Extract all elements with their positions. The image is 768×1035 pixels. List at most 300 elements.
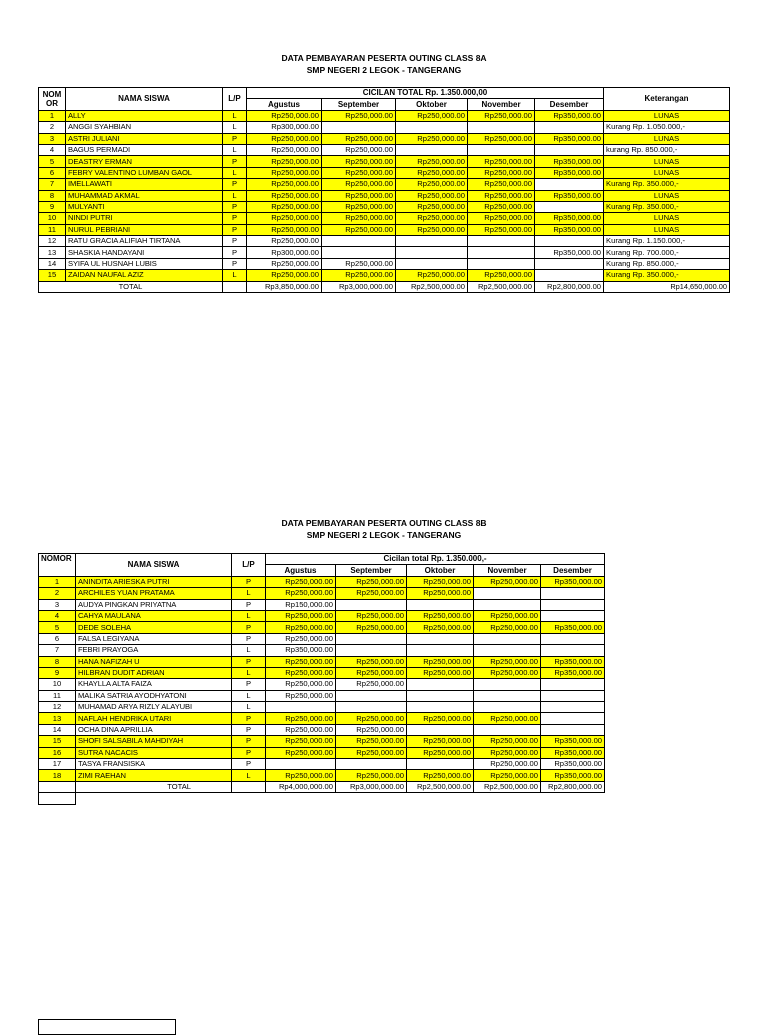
status-note: kurang Rp. 850.000,- [604,144,730,155]
payment-amount [535,270,604,281]
payment-amount: Rp250,000.00 [407,713,474,724]
payment-amount: Rp350,000.00 [541,736,605,747]
title-8b-line2: SMP NEGERI 2 LEGOK - TANGERANG [306,530,462,540]
payment-amount [474,724,541,735]
student-gender: P [232,633,266,644]
row-number: 4 [39,610,76,621]
payment-amount [407,599,474,610]
payment-amount: Rp250,000.00 [396,133,468,144]
student-gender: P [223,247,247,258]
header-month: Agustus [266,565,336,576]
payment-amount [322,247,396,258]
row-number: 4 [39,144,66,155]
payment-amount: Rp250,000.00 [322,144,396,155]
payment-amount [474,679,541,690]
payment-amount: Rp250,000.00 [396,224,468,235]
payment-amount [541,645,605,656]
payment-amount: Rp250,000.00 [266,679,336,690]
row-number: 8 [39,656,76,667]
student-name: FEBRI PRAYOGA [76,645,232,656]
row-number: 15 [39,270,66,281]
student-name: ZAIDAN NAUFAL AZIZ [66,270,223,281]
status-note: Kurang Rp. 1.050.000,- [604,122,730,133]
table-row [39,588,605,599]
table-row [39,258,730,269]
payment-amount: Rp250,000.00 [247,156,322,167]
payment-amount: Rp250,000.00 [336,770,407,781]
payment-amount: Rp350,000.00 [541,770,605,781]
payment-amount [396,144,468,155]
payment-amount: Rp350,000.00 [535,133,604,144]
row-number: 15 [39,736,76,747]
payment-amount: Rp250,000.00 [247,236,322,247]
payment-amount: Rp250,000.00 [468,110,535,121]
payment-amount: Rp250,000.00 [336,622,407,633]
payment-amount: Rp250,000.00 [322,167,396,178]
payment-amount: Rp250,000.00 [336,667,407,678]
payment-amount: Rp250,000.00 [407,656,474,667]
payment-amount [541,588,605,599]
table-row [39,190,730,201]
status-note: Kurang Rp. 850.000,- [604,258,730,269]
payment-amount: Rp250,000.00 [322,258,396,269]
payment-amount [266,759,336,770]
payment-amount [336,645,407,656]
student-name: MUHAMMAD AKMAL [66,190,223,201]
payment-amount: Rp250,000.00 [266,656,336,667]
payment-amount: Rp350,000.00 [541,622,605,633]
student-gender: P [232,713,266,724]
row-number: 6 [39,633,76,644]
payment-amount: Rp350,000.00 [535,156,604,167]
row-number: 1 [39,110,66,121]
status-note: LUNAS [604,213,730,224]
student-name: AUDYA PINGKAN PRIYATNA [76,599,232,610]
payment-amount [474,702,541,713]
student-name: ANINDITA ARIESKA PUTRI [76,576,232,587]
payment-amount: Rp250,000.00 [468,224,535,235]
student-gender: P [232,759,266,770]
payment-amount [336,690,407,701]
payment-amount [541,702,605,713]
student-name: SYIFA UL HUSNAH LUBIS [66,258,223,269]
payment-amount: Rp300,000.00 [247,247,322,258]
payment-amount: Rp350,000.00 [535,247,604,258]
grand-total: Rp14,650,000.00 [604,281,730,292]
payment-amount [396,247,468,258]
payment-amount: Rp250,000.00 [322,224,396,235]
student-name: ALLY [66,110,223,121]
row-number: 10 [39,679,76,690]
student-name: FALSA LEGIYANA [76,633,232,644]
student-name: ZIMI RAEHAN [76,770,232,781]
table-row [39,724,605,735]
total-value: Rp2,500,000.00 [396,281,468,292]
table-row [39,247,730,258]
payment-amount: Rp250,000.00 [266,736,336,747]
table-row [39,656,605,667]
payment-amount: Rp250,000.00 [336,713,407,724]
payment-amount [535,179,604,190]
student-name: FEBRY VALENTINO LUMBAN GAOL [66,167,223,178]
payment-amount: Rp250,000.00 [396,201,468,212]
header-month: Oktober [396,99,468,110]
payment-amount: Rp250,000.00 [336,679,407,690]
student-gender: P [232,736,266,747]
payment-amount: Rp250,000.00 [266,610,336,621]
student-name: RATU GRACIA ALIFIAH TIRTANA [66,236,223,247]
table-row [39,645,605,656]
payment-amount: Rp250,000.00 [266,588,336,599]
payment-amount [468,122,535,133]
payment-amount [407,759,474,770]
header-lp: L/P [232,554,266,577]
total-value: Rp2,500,000.00 [474,781,541,792]
student-name: OCHA DINA APRILLIA [76,724,232,735]
payment-amount: Rp150,000.00 [266,599,336,610]
title-8b-line1: DATA PEMBAYARAN PESERTA OUTING CLASS 8B [281,518,487,528]
table-row [39,167,730,178]
payment-amount: Rp350,000.00 [541,656,605,667]
row-number: 12 [39,702,76,713]
table-row [39,702,605,713]
payment-amount: Rp250,000.00 [468,156,535,167]
total-value: Rp2,800,000.00 [535,281,604,292]
table-row [39,144,730,155]
payment-amount: Rp250,000.00 [336,747,407,758]
row-number: 17 [39,759,76,770]
payment-amount: Rp250,000.00 [336,656,407,667]
row-number: 3 [39,133,66,144]
payment-amount: Rp250,000.00 [266,633,336,644]
student-name: MUHAMAD ARYA RIZLY ALAYUBI [76,702,232,713]
payment-amount: Rp300,000.00 [247,122,322,133]
payment-amount [396,122,468,133]
student-gender: P [223,224,247,235]
payment-amount: Rp250,000.00 [474,667,541,678]
row-number: 7 [39,179,66,190]
row-number: 14 [39,724,76,735]
payment-amount [468,258,535,269]
payment-amount: Rp250,000.00 [336,588,407,599]
status-note: LUNAS [604,110,730,121]
total-value: Rp3,000,000.00 [322,281,396,292]
row-number: 16 [39,747,76,758]
table-row [39,201,730,212]
payment-amount: Rp250,000.00 [468,190,535,201]
payment-amount [541,599,605,610]
payment-amount [535,122,604,133]
empty-row [39,793,605,804]
student-name: DEASTRY ERMAN [66,156,223,167]
total-value: Rp3,000,000.00 [336,781,407,792]
header-month: September [322,99,396,110]
student-name: SHASKIA HANDAYANI [66,247,223,258]
payment-amount: Rp250,000.00 [407,736,474,747]
payment-amount: Rp250,000.00 [468,213,535,224]
payment-amount: Rp250,000.00 [322,270,396,281]
payment-amount: Rp350,000.00 [535,190,604,201]
header-month: November [468,99,535,110]
payment-amount: Rp250,000.00 [336,724,407,735]
student-name: ASTRI JULIANI [66,133,223,144]
student-gender: P [223,213,247,224]
student-gender: L [232,645,266,656]
header-keterangan: Keterangan [604,88,730,111]
payment-amount [535,258,604,269]
payment-amount: Rp350,000.00 [541,667,605,678]
student-name: NURUL PEBRIANI [66,224,223,235]
total-value: Rp2,500,000.00 [407,781,474,792]
table-row [39,770,605,781]
total-value: Rp4,000,000.00 [266,781,336,792]
payment-amount [322,236,396,247]
payment-amount: Rp250,000.00 [474,713,541,724]
student-name: BAGUS PERMADI [66,144,223,155]
payment-amount: Rp250,000.00 [468,201,535,212]
payment-amount: Rp250,000.00 [474,759,541,770]
student-gender: P [223,258,247,269]
payment-amount: Rp250,000.00 [474,770,541,781]
student-name: TASYA FRANSISKA [76,759,232,770]
payment-amount: Rp250,000.00 [396,190,468,201]
payment-amount: Rp250,000.00 [266,690,336,701]
header-cicilan: Cicilan total Rp. 1.350.000,- [266,554,605,565]
payment-amount: Rp250,000.00 [336,576,407,587]
table-row [39,213,730,224]
row-number: 11 [39,224,66,235]
row-number: 12 [39,236,66,247]
payment-amount: Rp250,000.00 [322,133,396,144]
status-note: LUNAS [604,190,730,201]
payment-amount [336,633,407,644]
payment-amount: Rp350,000.00 [541,759,605,770]
status-note: Kurang Rp. 350.000,- [604,270,730,281]
payment-amount [535,201,604,212]
row-number: 14 [39,258,66,269]
status-note: LUNAS [604,167,730,178]
payment-amount: Rp250,000.00 [266,667,336,678]
table-row [39,133,730,144]
table-row [39,236,730,247]
payment-amount: Rp250,000.00 [407,622,474,633]
total-row [39,281,730,292]
row-number: 18 [39,770,76,781]
status-note: Kurang Rp. 1.150.000,- [604,236,730,247]
total-value: Rp2,800,000.00 [541,781,605,792]
student-gender: L [232,690,266,701]
payment-amount: Rp250,000.00 [396,213,468,224]
row-number: 9 [39,667,76,678]
total-value: Rp3,850,000.00 [247,281,322,292]
header-cicilan: CICILAN TOTAL Rp. 1.350.000,00 [247,88,604,99]
payment-amount [322,122,396,133]
header-month: Desember [535,99,604,110]
payment-amount: Rp250,000.00 [322,156,396,167]
row-number: 13 [39,713,76,724]
status-note: LUNAS [604,156,730,167]
student-name: HANA NAFIZAH U [76,656,232,667]
payment-amount: Rp250,000.00 [247,224,322,235]
payment-amount: Rp250,000.00 [247,144,322,155]
student-name: ANGGI SYAHBIAN [66,122,223,133]
header-lp: L/P [223,88,247,111]
row-number: 2 [39,588,76,599]
table-row [39,713,605,724]
payment-table-8a [38,87,730,293]
table-row [39,667,605,678]
page-bottom-box [38,1019,176,1035]
student-gender: P [223,236,247,247]
table-row [39,690,605,701]
student-gender: P [223,179,247,190]
title-8a-line1: DATA PEMBAYARAN PESERTA OUTING CLASS 8A [281,53,487,63]
table-row [39,610,605,621]
student-gender: L [232,588,266,599]
payment-amount: Rp250,000.00 [474,747,541,758]
payment-amount [407,724,474,735]
student-gender: P [223,156,247,167]
payment-amount: Rp250,000.00 [247,190,322,201]
payment-amount: Rp250,000.00 [247,258,322,269]
payment-amount: Rp250,000.00 [474,576,541,587]
table-row [39,759,605,770]
student-gender: L [223,144,247,155]
payment-amount [541,610,605,621]
total-value: Rp2,500,000.00 [468,281,535,292]
row-number: 9 [39,201,66,212]
payment-amount: Rp250,000.00 [266,713,336,724]
header-month: September [336,565,407,576]
payment-amount: Rp250,000.00 [474,736,541,747]
payment-amount: Rp250,000.00 [247,110,322,121]
payment-amount: Rp250,000.00 [247,201,322,212]
student-name: MULYANTI [66,201,223,212]
student-gender: P [232,599,266,610]
payment-amount [407,645,474,656]
student-gender: P [232,622,266,633]
row-number: 8 [39,190,66,201]
student-name: MALIKA SATRIA AYODHYATONI [76,690,232,701]
payment-amount: Rp250,000.00 [396,179,468,190]
header-month: Oktober [407,565,474,576]
row-number: 10 [39,213,66,224]
student-name: SUTRA NACACIS [76,747,232,758]
payment-amount: Rp250,000.00 [247,167,322,178]
payment-amount: Rp250,000.00 [407,667,474,678]
payment-amount [336,759,407,770]
student-gender: P [232,724,266,735]
student-gender: P [232,656,266,667]
payment-amount [474,633,541,644]
payment-amount: Rp250,000.00 [322,190,396,201]
payment-amount: Rp350,000.00 [535,224,604,235]
student-gender: L [223,110,247,121]
student-name: NINDI PUTRI [66,213,223,224]
payment-amount [474,690,541,701]
table-row [39,110,730,121]
table-row [39,679,605,690]
payment-amount [266,702,336,713]
payment-amount: Rp350,000.00 [266,645,336,656]
row-number: 11 [39,690,76,701]
student-gender: P [232,576,266,587]
total-label: TOTAL [76,781,232,792]
payment-amount [468,236,535,247]
student-gender: L [232,610,266,621]
student-gender: L [232,702,266,713]
header-month: November [474,565,541,576]
payment-amount: Rp250,000.00 [336,610,407,621]
payment-amount [541,713,605,724]
student-gender: L [223,270,247,281]
student-gender: P [223,133,247,144]
student-gender: L [232,667,266,678]
payment-amount: Rp250,000.00 [266,724,336,735]
payment-amount: Rp250,000.00 [322,179,396,190]
status-note: Kurang Rp. 700.000,- [604,247,730,258]
row-number: 7 [39,645,76,656]
student-gender: L [232,770,266,781]
total-label: TOTAL [39,281,223,292]
student-gender: L [223,122,247,133]
table-row [39,633,605,644]
payment-amount [474,599,541,610]
row-number: 6 [39,167,66,178]
student-gender: L [223,190,247,201]
payment-amount: Rp350,000.00 [535,167,604,178]
payment-amount: Rp250,000.00 [474,656,541,667]
payment-amount: Rp250,000.00 [396,167,468,178]
total-row [39,781,605,792]
payment-amount: Rp250,000.00 [407,610,474,621]
payment-amount [336,599,407,610]
student-name: SHOFI SALSABILA MAHDIYAH [76,736,232,747]
payment-amount: Rp250,000.00 [396,110,468,121]
payment-amount: Rp350,000.00 [541,576,605,587]
payment-amount [474,645,541,656]
payment-amount: Rp250,000.00 [266,770,336,781]
payment-amount: Rp250,000.00 [396,270,468,281]
student-gender: P [232,747,266,758]
header-month: Desember [541,565,605,576]
row-number: 13 [39,247,66,258]
table-row [39,270,730,281]
payment-amount [468,144,535,155]
table-row [39,599,605,610]
payment-amount [474,588,541,599]
status-note: Kurang Rp. 350.000,- [604,179,730,190]
student-name: CAHYA MAULANA [76,610,232,621]
payment-amount: Rp250,000.00 [266,622,336,633]
student-name: HILBRAN DUDIT ADRIAN [76,667,232,678]
student-name: NAFLAH HENDRIKA UTARI [76,713,232,724]
table-row [39,622,605,633]
payment-amount: Rp250,000.00 [396,156,468,167]
payment-amount: Rp250,000.00 [336,736,407,747]
payment-amount: Rp250,000.00 [247,133,322,144]
row-number: 2 [39,122,66,133]
student-gender: P [232,679,266,690]
table-row [39,736,605,747]
payment-amount [336,702,407,713]
row-number: 3 [39,599,76,610]
table-row [39,747,605,758]
payment-amount: Rp250,000.00 [266,576,336,587]
payment-amount: Rp250,000.00 [474,610,541,621]
payment-amount [541,679,605,690]
payment-amount: Rp250,000.00 [407,588,474,599]
